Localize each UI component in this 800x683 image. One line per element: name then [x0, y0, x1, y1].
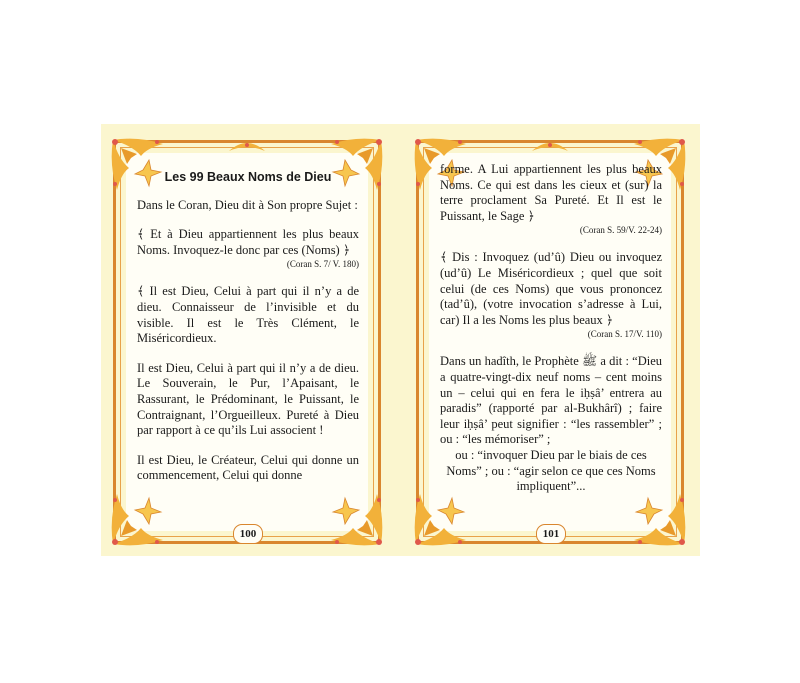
verse-paragraph: ﴾ Dis : Invoquez (ud’û) Dieu ou invoquez (ud’û) Le Miséricordieux ; quel que soit celui (de ces Noms) que vous prononcez (tad’û), (votre invocation s’adresse à Lui, car) Il a les Noms les plus beaux ﴿: [440, 250, 662, 327]
page-heading: Les 99 Beaux Noms de Dieu: [164, 170, 332, 184]
verse-reference: (Coran S. 59/V. 22-24): [579, 225, 662, 236]
page-number: 100: [233, 524, 263, 544]
verse-paragraph: Il est Dieu, le Créateur, Celui qui donne un commencement, Celui qui donne: [137, 452, 359, 483]
verse-reference: (Coran S. 7/ V. 180): [286, 259, 359, 270]
top-ornament-icon: [227, 139, 267, 153]
verse-paragraph: forme. A Lui appartiennent les plus beaux Noms. Ce qui est dans les cieux et (sur) la terre proclament Sa Pureté. Et Il est le Puissant, le Sage ﴿: [440, 162, 662, 223]
top-ornament-icon: [530, 139, 570, 153]
corner-ornament-icon: [325, 488, 387, 550]
verse-paragraph: Il est Dieu, Celui à part qui il n’y a de dieu. Le Souverain, le Pur, l’Apaisant, le Rassurant, le Prédominant, le Puissant, le Contraignant, l’Orgueilleux. Pureté à Dieu par rapport à ce qu’ils Lui associent !: [137, 360, 359, 438]
page-number: 101: [536, 524, 566, 544]
intro-paragraph: Dans le Coran, Dieu dit à Son propre Sujet :: [137, 197, 358, 212]
left-page: [111, 138, 383, 546]
left-page-content: [137, 164, 359, 484]
verse-reference: (Coran S. 17/V. 110): [587, 329, 662, 340]
verse-paragraph: ﴾ Et à Dieu appartiennent les plus beaux Noms. Invoquez-le donc par ces (Noms) ﴿: [137, 227, 359, 257]
corner-ornament-icon: [410, 488, 472, 550]
hadith-paragraph-end: ou : “invoquer Dieu par le biais de ces Noms” ; ou : “agir selon ce que ces Noms impliquent”...: [446, 447, 656, 494]
right-page: [414, 138, 686, 546]
hadith-paragraph: Dans un hadîth, le Prophète ﷺ a dit : “Dieu a quatre-vingt-dix neuf noms – cent moins un – celui qui en fera le iḥṣâ’ entrera au paradis” (rapporté par al-Bukhârî) ; faire leur iḥṣâ’ peut signifier : “les rassembler” ; ou : “les mémoriser” ;: [440, 354, 662, 447]
book-spread: [101, 124, 700, 556]
corner-ornament-icon: [628, 488, 690, 550]
right-page-content: [440, 162, 662, 495]
verse-paragraph: ﴾ Il est Dieu, Celui à part qui il n’y a de dieu. Connaisseur de l’invisible et du visible. Il est le Très Clément, le Miséricordieux.: [137, 284, 359, 346]
corner-ornament-icon: [107, 488, 169, 550]
